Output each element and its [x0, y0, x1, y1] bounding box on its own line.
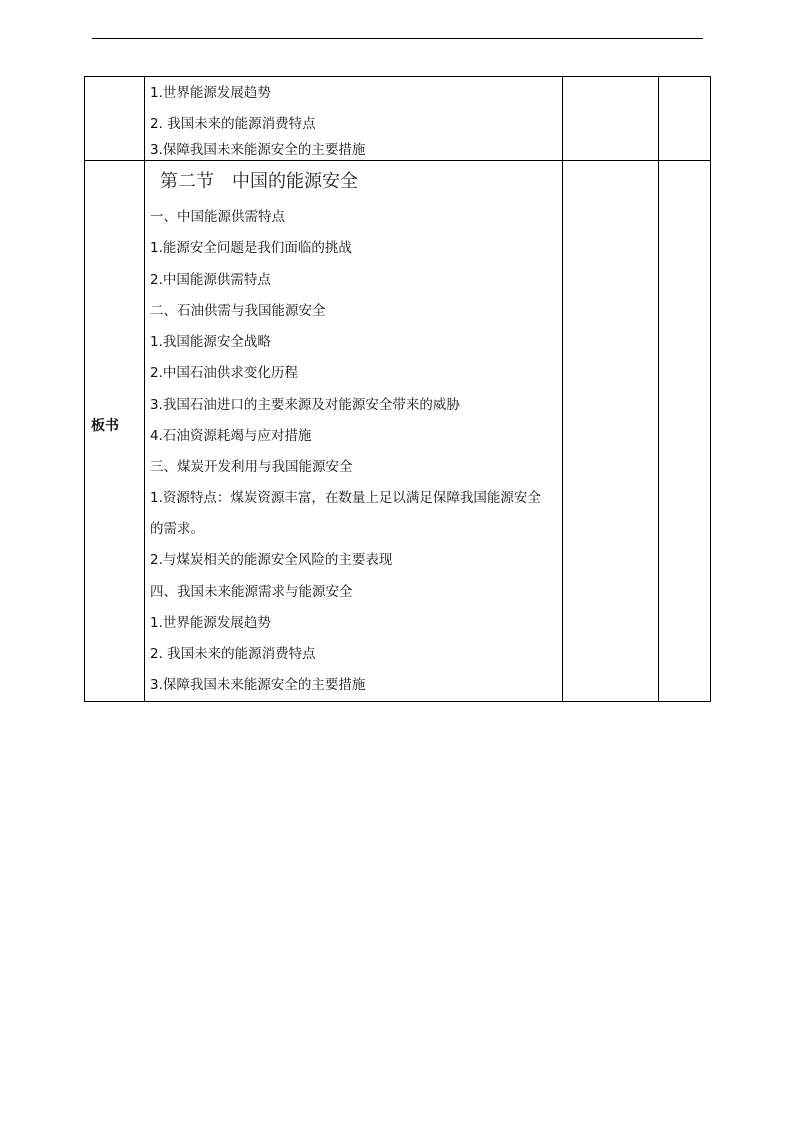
list-item: 3.保障我国未来能源安全的主要措施 — [150, 677, 366, 693]
list-item: 1.能源安全问题是我们面临的挑战 — [150, 240, 352, 256]
list-item: 2.与煤炭相关的能源安全风险的主要表现 — [150, 552, 393, 568]
table-border-bottom — [84, 701, 711, 702]
list-item: 一、中国能源供需特点 — [150, 209, 285, 225]
table-divider-1 — [144, 76, 145, 702]
list-item: 2.中国能源供需特点 — [150, 272, 271, 288]
table-border-top — [84, 76, 711, 77]
list-item: 4.石油资源耗竭与应对措施 — [150, 428, 312, 444]
list-item: 1.资源特点：煤炭资源丰富，在数量上足以满足保障我国能源安全 — [150, 490, 541, 506]
list-item: 3.保障我国未来能源安全的主要措施 — [150, 142, 366, 158]
list-item: 二、石油供需与我国能源安全 — [150, 303, 326, 319]
table-divider-2 — [562, 76, 563, 702]
page-header-rule — [92, 38, 703, 39]
list-item: 1.世界能源发展趋势 — [150, 615, 271, 631]
list-item: 的需求。 — [150, 521, 204, 537]
table-border-right — [710, 76, 711, 702]
list-item: 1.我国能源安全战略 — [150, 334, 271, 350]
board-row-label: 板书 — [91, 418, 119, 434]
list-item: 三、煤炭开发利用与我国能源安全 — [150, 459, 353, 475]
list-item: 3.我国石油进口的主要来源及对能源安全带来的威胁 — [150, 397, 460, 413]
table-row-divider — [84, 160, 711, 161]
list-item: 2. 我国未来的能源消费特点 — [150, 116, 316, 132]
section-title: 第二节 中国的能源安全 — [160, 171, 358, 192]
list-item: 四、我国未来能源需求与能源安全 — [150, 584, 353, 600]
list-item: 2.中国石油供求变化历程 — [150, 365, 298, 381]
table-border-left — [84, 76, 85, 702]
list-item: 2. 我国未来的能源消费特点 — [150, 646, 316, 662]
table-divider-3 — [658, 76, 659, 702]
list-item: 1.世界能源发展趋势 — [150, 85, 271, 101]
